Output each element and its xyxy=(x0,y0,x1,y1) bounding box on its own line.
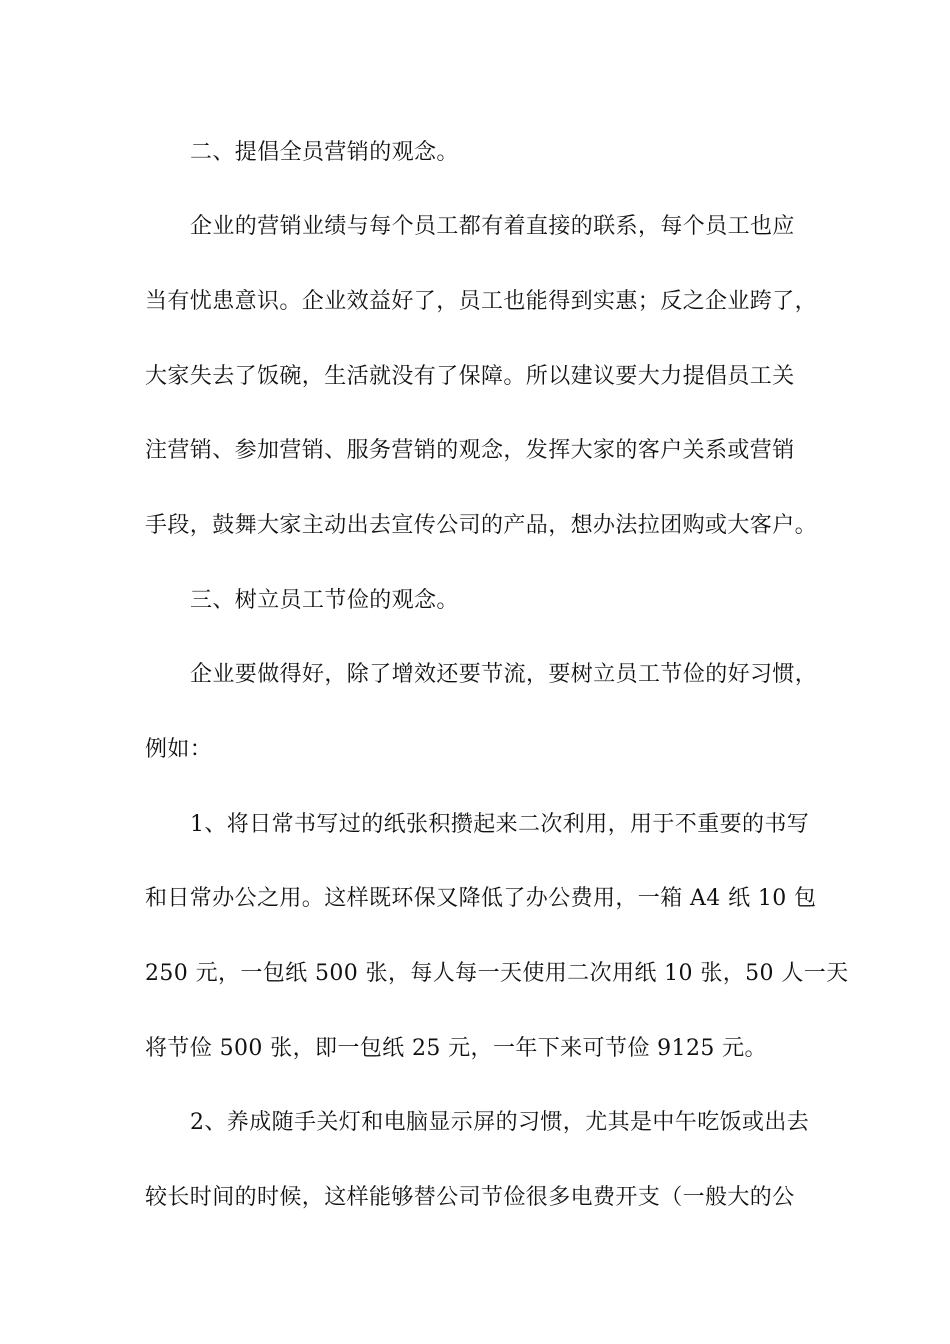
paragraph-line: 企业要做得好，除了增效还要节流，要树立员工节俭的好习惯， xyxy=(190,662,818,687)
paragraph-line: 注营销、参加营销、服务营销的观念，发挥大家的客户关系或营销 xyxy=(145,438,795,463)
section-heading-2: 二、提倡全员营销的观念。 xyxy=(190,140,459,165)
paragraph-line: 例如： xyxy=(145,737,213,762)
paragraph-line: 手段，鼓舞大家主动出去宣传公司的产品，想办法拉团购或大客户。 xyxy=(145,513,818,538)
list-item-line: 1、将日常书写过的纸张积攒起来二次利用，用于不重要的书写 xyxy=(190,812,810,837)
list-item-line: 250 元，一包纸 500 张，每人每一天使用二次用纸 10 张，50 人一天 xyxy=(145,961,849,986)
list-item-line: 和日常办公之用。这样既环保又降低了办公费用，一箱 A4 纸 10 包 xyxy=(145,886,817,911)
list-item-line: 将节俭 500 张，即一包纸 25 元，一年下来可节俭 9125 元。 xyxy=(145,1036,767,1061)
section-heading-3: 三、树立员工节俭的观念。 xyxy=(190,588,459,613)
list-item-line: 2、养成随手关灯和电脑显示屏的习惯，尤其是中午吃饭或出去 xyxy=(190,1110,810,1135)
paragraph-line: 当有忧患意识。企业效益好了，员工也能得到实惠；反之企业跨了， xyxy=(145,289,818,314)
list-item-line: 较长时间的时候，这样能够替公司节俭很多电费开支（一般大的公 xyxy=(145,1185,795,1210)
paragraph-line: 大家失去了饭碗，生活就没有了保障。所以建议要大力提倡员工关 xyxy=(145,364,795,389)
paragraph-line: 企业的营销业绩与每个员工都有着直接的联系，每个员工也应 xyxy=(190,214,795,239)
